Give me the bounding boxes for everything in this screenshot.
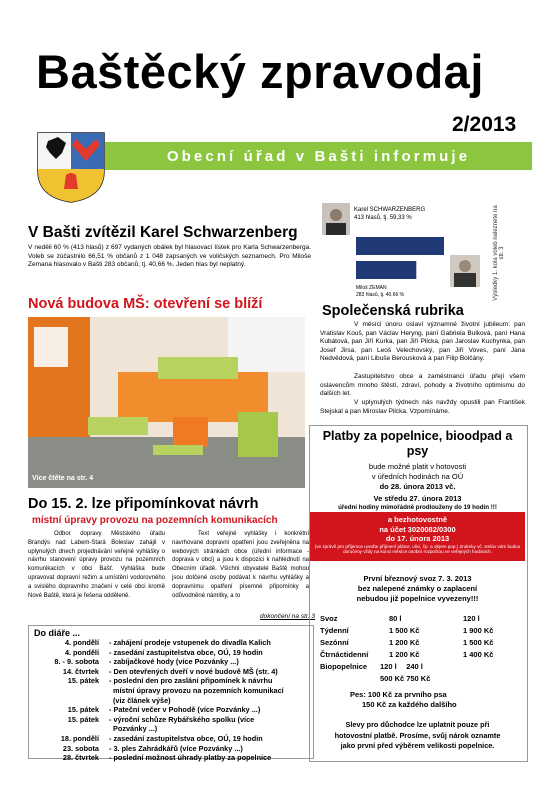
diary-event: - Pateční večer v Pohodě (více Pozvánky ...) <box>109 705 261 715</box>
diary-event: - poslední možnost úhrady platby za popelnice <box>109 753 272 763</box>
roads-continued: dokončení na str. 3 <box>260 613 316 620</box>
size-120-header: 120 l <box>463 614 480 623</box>
pensioner-note-2: hotovostní platbě. Prosíme, svůj nárok oznamte <box>334 730 501 740</box>
collection-note-2: bez nalepené známky o zaplacení <box>357 584 478 593</box>
fee-cell-b: 1 500 Kč <box>463 638 494 647</box>
fees-title: Platby za popelnice, bioodpad a psy <box>322 429 513 458</box>
diary-event: - zahájení prodeje vstupenek do divadla Kalich <box>109 638 271 647</box>
kindergarten-photo <box>28 317 305 488</box>
transfer-note: (ve zprávě pro příjemce uveďte příjmení plátce, ulici, čp. a objem pop.) Známky vč. smlúv vám budou doručeny vždy na konci měsíce osobní rozpočtou ve veřejných hodinách. <box>314 543 521 555</box>
issue-number: 2/2013 <box>452 113 517 136</box>
fees-table: Svoz 80 l 120 l Týdenní 1 500 Kč 1 900 Kč Sezónní 1 200 Kč 1 500 Kč Čtrnáctidenní 1 200 Kč 1 400 Kč <box>320 614 494 659</box>
diary-event: místní úpravy provozu na pozemních komunikací <box>113 685 284 695</box>
diary-date <box>39 686 107 696</box>
fee-cell-n: Týdenní <box>320 626 349 635</box>
diary-event: - zabíjačkové hody (více Pozvánky ...) <box>109 657 239 667</box>
roads-column-2: Text veřejné vyhlášky i konkrétní navrhované dopravní opatření jsou zveřejněna na webových stránkách obce (úřední informace - doprava v obci) a jsou k dispozici k nahlédnutí na Obecním úřadě. Všichni obyvatelé Baště mohou jsou dotčené osoby podávat k návrhu vyhlášky a dopravnímu opatření písemné připomínky a odůvodněné námitky, a to <box>172 531 309 599</box>
social-headline: Společenská rubrika <box>322 303 464 319</box>
candidate-1-name: Karel SCHWARZENBERG <box>354 207 426 213</box>
candidate-1-label: 413 hlasů, tj. 59,33 % <box>354 215 412 221</box>
size-80-header: 80 l <box>389 614 402 623</box>
diary-date: 8. - 9. sobota <box>54 657 99 667</box>
fees-extended-hours: úřední hodiny mimořádně prodlouženy do 19 hodin !!! <box>338 504 497 511</box>
diary-row <box>39 705 286 715</box>
diary-date: 18. pondělí <box>60 733 99 743</box>
transfer-deadline: do 17. února 2013 <box>385 534 450 543</box>
header-bar: Obecní úřad v Bašti informuje <box>105 142 532 170</box>
results-note: Výsledky 1. kola voleb naleznete na str. 3 <box>493 205 505 301</box>
fees-line-3: do 28. února 2013 vč. <box>379 482 456 491</box>
roads-column-1: Odbor dopravy Městského úřadu Brandýs nad Labem-Stará Boleslav zahájil v uplynulých dnech projednávání veřejné vyhlášky o návrhu stanovení úpravy provozu na pozemních komunikacích v obci Bašť. Vyhláška bude upravovat dopravní režim a umístění vodorovného a svislého dopravního značení v celé obci kromě Nové Baště, která je řešena odděleně. <box>28 531 165 599</box>
fee-cell-n: Čtrnáctidenní <box>320 650 369 659</box>
diary-event: - Den otevřených dveří v nové budově MŠ (str. 4) <box>109 666 278 676</box>
transfer-account: na účet 3020082/0300 <box>379 524 456 534</box>
photo-caption: Více čtěte na str. 4 <box>32 475 94 482</box>
dog-fee-2: 150 Kč za každého dalšího <box>362 700 457 709</box>
diary-date <box>39 724 107 734</box>
bio-table <box>318 660 432 686</box>
election-chart <box>322 203 480 301</box>
roads-subhead: místní úpravy provozu na pozemních komunikacích <box>32 515 278 526</box>
dog-fee-1: Pes: 100 Kč za prvního psa <box>350 690 447 699</box>
diary-row <box>39 667 286 677</box>
diary-row <box>39 648 286 658</box>
diary-row <box>39 715 286 725</box>
fee-row <box>320 650 493 660</box>
diary-date: 15. pátek <box>67 676 99 686</box>
diary-event: - poslední den pro zaslání připomínek k návrhu <box>109 676 273 686</box>
diary-date <box>39 696 107 706</box>
bank-transfer-band <box>310 512 525 561</box>
diary-row <box>39 696 286 706</box>
diary-date: 14. čtvrtek <box>62 666 99 676</box>
school-headline: Nová budova MŠ: otevření se blíží <box>28 296 263 312</box>
diary-event: - výroční schůze Rybářského spolku (více <box>109 714 255 724</box>
bio-price-120: 500 Kč <box>380 674 405 683</box>
bio-price-240: 750 Kč <box>406 674 431 683</box>
fee-row <box>320 638 493 648</box>
collection-note-1: První březnový svoz 7. 3. 2013 <box>363 574 472 583</box>
collection-note-3: nebudou již popelnice vyvezeny!!! <box>356 594 479 603</box>
fees-wednesday: Ve středu 27. února 2013 <box>373 494 462 503</box>
diary-row <box>39 638 286 648</box>
candidate-2-label: 283 hlasů, tj. 40,66 % <box>356 292 405 298</box>
diary-date: 4. pondělí <box>64 647 99 657</box>
diary-date: 28. čtvrtek <box>62 753 99 763</box>
bio-size-120: 120 l <box>380 662 397 671</box>
diary-row <box>39 657 286 667</box>
diary-row <box>39 744 286 754</box>
transfer-line-1: a bezhotovostně <box>387 515 448 524</box>
diary-event: (viz článek výše) <box>113 695 171 705</box>
diary-date: 23. sobota <box>62 743 99 753</box>
pensioner-note-1: Slevy pro důchodce lze uplatnit pouze při <box>345 720 490 729</box>
diary-event: - zasedání zastupitelstva obce, OÚ, 19 hodin <box>109 647 263 657</box>
fee-cell-a: 1 200 Kč <box>389 650 420 659</box>
roads-headline: Do 15. 2. lze připomínkovat návrh <box>28 496 259 512</box>
fee-cell-b: 1 900 Kč <box>463 626 494 635</box>
village-crest <box>36 131 106 203</box>
diary-row <box>39 734 286 744</box>
diary-title: Do diáře ... <box>34 628 81 638</box>
masthead-title: Baštěcký zpravodaj <box>36 45 484 98</box>
social-wishes: Zastupitelstvo obce a zaměstnanci úřadu přejí všem oslavencům mnoho štěstí, zdraví, pohody a životního optimismu do dalších let. <box>320 373 525 397</box>
diary-date: 4. pondělí <box>64 638 99 647</box>
candidate-2-name: Miloš ZEMAN <box>356 285 387 291</box>
pensioner-note-3: jako první před výběrem velikosti popelnice. <box>340 741 495 750</box>
fee-cell-a: 1 500 Kč <box>389 626 420 635</box>
diary-event: Pozvánky ...) <box>113 724 158 734</box>
social-obituary: V uplynulých týdnech nás navždy opustili pan František Stejskal a pan Miroslav Pilcka. Vzpomínáme. <box>320 399 525 415</box>
diary-row <box>39 753 286 763</box>
diary-row <box>39 724 286 734</box>
diary-date: 15. pátek <box>67 705 99 715</box>
social-jubilee: V měsíci únoru oslaví významné životní jubileum: pan Vratislav Kouš, pan Václav Heryng, paní Gabriela Bulková, paní Hana Kubátová, pan Jiří Kurka, pan Jiří Pilcka, pan Jaroslav Kuchynka, pan Josef Jirsa, pan Leoš Velechovský, pan Jiří Voves, paní Jana Nedvědová, paní Libuše Berousková a pan Filip Bolčány. <box>320 321 525 362</box>
fee-cell-n: Sezónní <box>320 638 349 647</box>
diary-date: 15. pátek <box>67 714 99 724</box>
fee-cell-b: 1 400 Kč <box>463 650 494 659</box>
fee-cell-a: 1 200 Kč <box>389 638 420 647</box>
fee-row <box>320 626 493 636</box>
diary-event: - 3. ples Zahrádkářů (více Pozvánky ...) <box>109 743 243 753</box>
diary-row <box>39 686 286 696</box>
diary-box <box>28 625 314 763</box>
vote-bar-1 <box>356 237 444 255</box>
fees-line-2: v úředních hodinách na OÚ <box>371 472 464 481</box>
diary-row <box>39 676 286 686</box>
vote-bar-2 <box>356 261 416 279</box>
election-headline: V Bašti zvítězil Karel Schwarzenberg <box>28 224 298 241</box>
bio-size-240: 240 l <box>406 662 423 671</box>
diary-table <box>39 638 286 763</box>
fees-line-1: bude možné platit v hotovosti <box>368 462 467 471</box>
bio-label: Biopopelnice <box>320 662 368 671</box>
diary-event: - zasedání zastupitelstva obce, OÚ, 19 hodin <box>109 733 263 743</box>
election-text: V neděli 60 % (413 hlasů) z 697 vydaných obálek byl hlasovací lístek pro Karla Schwarzenberga. Voleb se zúčastnilo 66,51 % občanů z 1 048 zapsaných ve voličských seznamech. Pro Miloše Zemana hlasovalo v Bašti 283 občanů, tj. 40,66 %. Jeden hlas byl neplatný. <box>28 244 311 268</box>
